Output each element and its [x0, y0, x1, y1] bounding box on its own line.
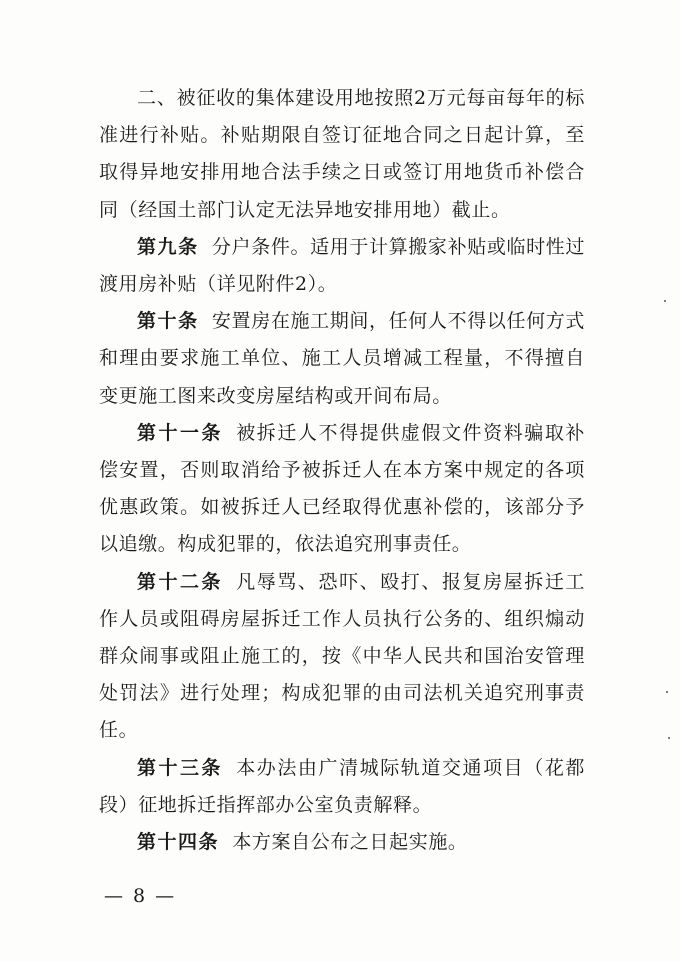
article-heading: 第十四条 — [137, 831, 220, 854]
article-9 — [99, 229, 585, 303]
page-number: — 8 — — [104, 885, 177, 907]
article-text: 本办法由广清城际轨道交通项目（花都段）征地拆迁指挥部办公室负责解释。 — [99, 756, 585, 816]
article-text: 分户条件。适用于计算搬家补贴或临时性过渡用房补贴（详见附件2）。 — [99, 235, 585, 296]
scan-speck — [664, 300, 666, 302]
paragraph-item-2 — [99, 80, 585, 229]
article-10 — [99, 303, 585, 415]
article-heading: 第十条 — [137, 310, 199, 333]
article-text: 被拆迁人不得提供虚假文件资料骗取补偿安置，否则取消给予被拆迁人在本方案中规定的各项优惠政策。如被拆迁人已经取得优惠补偿的，该部分予以追缴。构成犯罪的，依法追究刑事责任。 — [99, 421, 585, 556]
article-heading: 第十一条 — [137, 421, 223, 444]
article-text: 本方案自公布之日起实施。 — [232, 831, 468, 854]
article-heading: 第十三条 — [137, 756, 223, 779]
article-text: 凡辱骂、恐吓、殴打、报复房屋拆迁工作人员或阻碍房屋拆迁工作人员执行公务的、组织煽动群众闹事或阻止施工的，按《中华人民共和国治安管理处罚法》进行处理；构成犯罪的由司法机关追究刑事责任。 — [99, 570, 585, 742]
article-heading: 第十二条 — [137, 570, 223, 593]
article-14 — [99, 824, 585, 861]
article-13 — [99, 750, 585, 824]
body-text — [99, 80, 585, 861]
scan-speck — [668, 737, 670, 739]
article-12 — [99, 564, 585, 750]
article-11 — [99, 415, 585, 564]
article-heading: 第九条 — [137, 235, 199, 258]
paragraph-text: 二、被征收的集体建设用地按照2万元每亩每年的标准进行补贴。补贴期限自签订征地合同之日起计算，至取得异地安排用地合法手续之日或签订用地货币补偿合同（经国土部门认定无法异地安排用地）截止。 — [99, 87, 585, 221]
article-text: 安置房在施工期间，任何人不得以任何方式和理由要求施工单位、施工人员增减工程量，不得擅自变更施工图来改变房屋结构或开间布局。 — [99, 310, 585, 407]
scan-speck — [666, 691, 668, 693]
